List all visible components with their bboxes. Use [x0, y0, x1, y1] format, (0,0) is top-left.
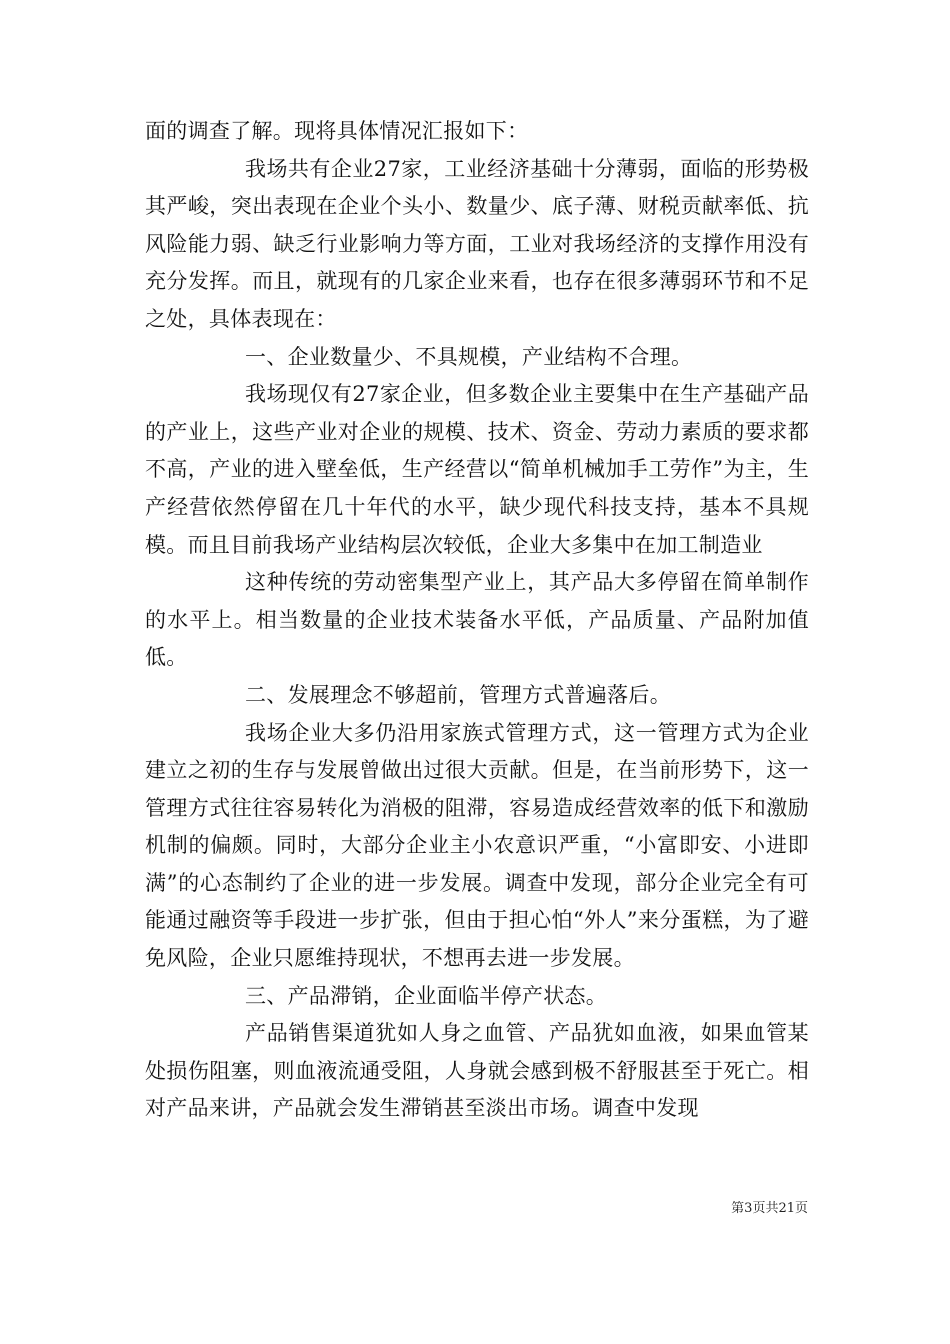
paragraph-overview: 我场共有企业27家，工业经济基础十分薄弱，面临的形势极其严峻，突出表现在企业个头小、数量少、底子薄、财税贡献率低、抗风险能力弱、缺乏行业影响力等方面，工业对我场经济的支撑作用没有充分发挥。而且，就现有的几家企业来看，也存在很多薄弱环节和不足之处，具体表现在：: [145, 156, 809, 331]
heading-section-3: 三、产品滞销，企业面临半停产状态。: [245, 983, 608, 1008]
heading-section-2: 二、发展理念不够超前，管理方式普遍落后。: [245, 682, 671, 707]
page-number-footer: 第3页共21页: [731, 1201, 808, 1216]
paragraph-section-1-body: 我场现仅有27家企业，但多数企业主要集中在生产基础产品的产业上，这些产业对企业的规模、技术、资金、劳动力素质的要求都不高，产业的进入壁垒低，生产经营以“简单机械加手工劳作”为主，生产经营依然停留在几十年代的水平，缺少现代科技支持，基本不具规模。而且目前我场产业结构层次较低，企业大多集中在加工制造业: [145, 382, 809, 557]
paragraph-section-2-body: 我场企业大多仍沿用家族式管理方式，这一管理方式为企业建立之初的生存与发展曾做出过很大贡献。但是，在当前形势下，这一管理方式往往容易转化为消极的阻滞，容易造成经营效率的低下和激励机制的偏颇。同时，大部分企业主小农意识严重，“小富即安、小进即满”的心态制约了企业的进一步发展。调查中发现，部分企业完全有可能通过融资等手段进一步扩张，但由于担心怕“外人”来分蛋糕，为了避免风险，企业只愿维持现状，不想再去进一步发展。: [145, 720, 809, 971]
document-body: [145, 113, 809, 1128]
paragraph-continuation: 面的调查了解。现将具体情况汇报如下：: [145, 119, 529, 143]
paragraph-section-1-continued: 这种传统的劳动密集型产业上，其产品大多停留在简单制作的水平上。相当数量的企业技术装备水平低，产品质量、产品附加值低。: [145, 570, 809, 670]
heading-section-1: 一、企业数量少、不具规模，产业结构不合理。: [245, 344, 693, 369]
paragraph-section-3-body: 产品销售渠道犹如人身之血管、产品犹如血液，如果血管某处损伤阻塞，则血液流通受阻，人身就会感到极不舒服甚至于死亡。相对产品来讲，产品就会发生滞销甚至淡出市场。调查中发现: [145, 1021, 809, 1121]
